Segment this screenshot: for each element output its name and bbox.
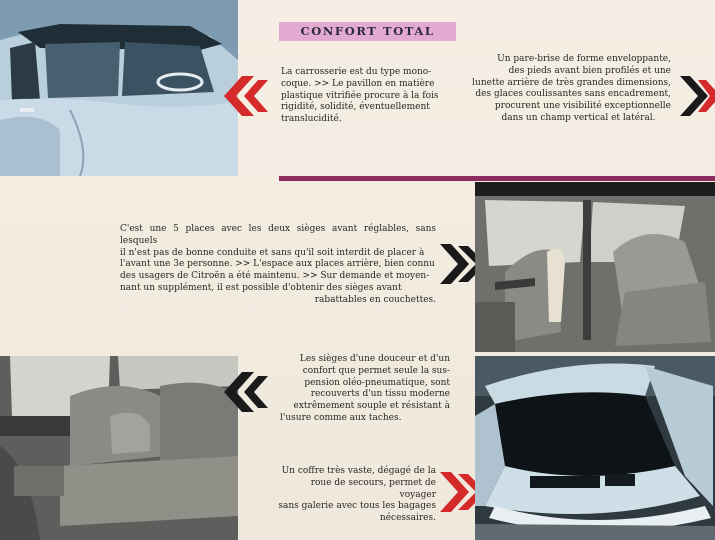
text-line: rigidité, solidité, éventuellement: [281, 102, 430, 113]
text-line: confort que permet seule la sus-: [302, 365, 450, 376]
text-line: Un coffre très vaste, dégagé de la: [281, 466, 436, 476]
paragraph-carrosserie: [281, 67, 446, 126]
chevron-red-left-icon: [220, 76, 270, 116]
text-line: plastique vitrifiée procure à la fois: [281, 90, 439, 101]
text-line: sans galerie avec tous les bagages: [278, 501, 436, 512]
text-line: rabattables en couchettes.: [314, 294, 436, 305]
photo-open-trunk: [475, 356, 715, 540]
section-title: CONFORT TOTAL: [279, 22, 456, 41]
text-line: Un pare-brise de forme enveloppante,: [497, 54, 671, 64]
text-line: La carrosserie est du type mono-: [281, 67, 432, 77]
chevron-dark-left-icon: [220, 372, 270, 412]
text-line: nant un supplément, il est possible d'obtenir des sièges avant: [120, 282, 402, 293]
text-line: des usagers de Citroën a été maintenu. >> Sur demande et moyen-: [120, 271, 430, 282]
text-line: coque. >> Le pavillon en matière: [281, 78, 435, 89]
text-line: translucidité.: [281, 114, 342, 125]
text-line: il n'est pas de bonne conduite et sans qu'il soit interdit de placer à: [120, 247, 425, 258]
accent-bar: [279, 176, 715, 181]
photo-car-exterior: [0, 0, 238, 176]
text-line: des pieds avant bien profilés et une: [508, 65, 671, 76]
text-line: Les sièges d'une douceur et d'un: [299, 354, 450, 364]
paragraph-parebrise: [466, 54, 671, 125]
paragraph-coffre: [278, 466, 436, 525]
paragraph-places: [120, 224, 436, 307]
chevron-right-icon: [678, 76, 715, 116]
photo-rear-seat: [0, 356, 238, 540]
text-line: des glaces coulissantes sans encadrement,: [475, 89, 671, 100]
photo-interior-seats: [475, 182, 715, 352]
text-line: pension oléo-pneumatique, sont: [304, 377, 450, 388]
text-line: l'usure comme aux taches.: [280, 412, 402, 423]
text-line: extrêmement souple et résistant à: [293, 401, 450, 412]
text-line: nécessaires.: [379, 513, 436, 524]
paragraph-sieges: [280, 354, 450, 425]
text-line: recouverts d'un tissu moderne: [310, 389, 450, 400]
text-line: dans un champ vertical et latéral.: [501, 112, 656, 123]
text-line: procurent une visibilité exceptionnelle: [494, 101, 671, 112]
text-line: roue de secours, permet de voyager: [310, 477, 436, 500]
text-line: l'avant une 3e personne. >> L'espace aux places arrière, bien connu: [120, 259, 435, 270]
text-line: C'est une 5 places avec les deux sièges avant réglables, sans lesquels: [120, 224, 436, 246]
text-line: lunette arrière de très grandes dimensions,: [472, 77, 671, 88]
